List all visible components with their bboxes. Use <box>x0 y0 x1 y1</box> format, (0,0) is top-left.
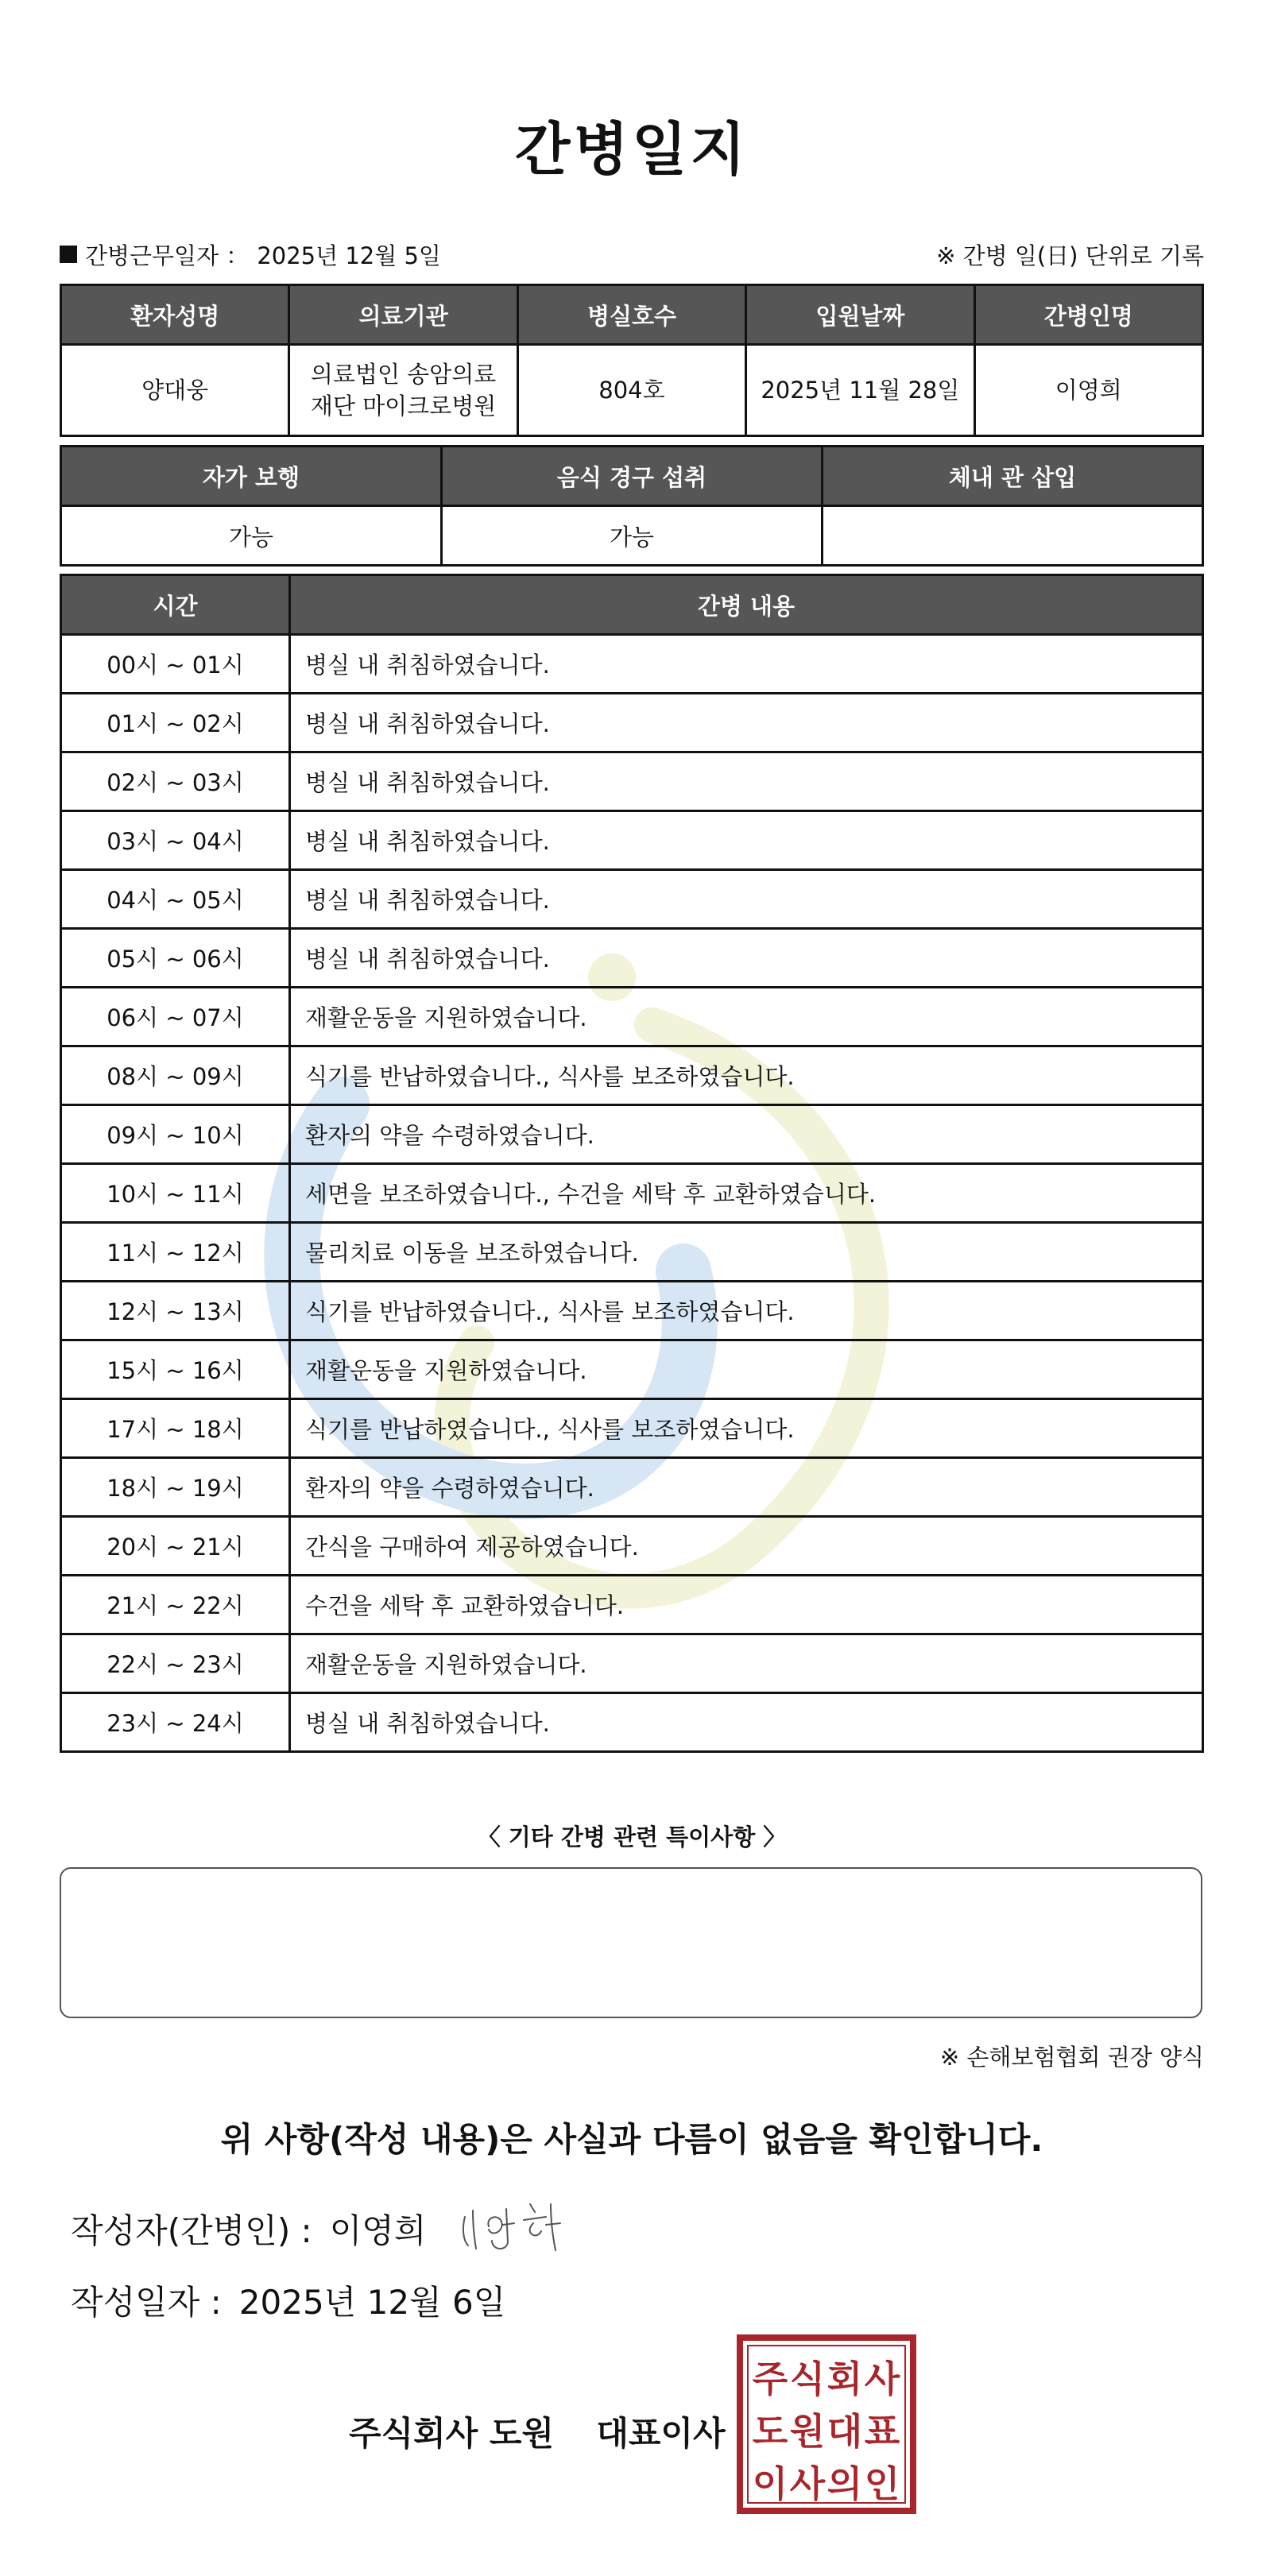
table-row <box>61 345 1203 436</box>
header-self-walking: 자가 보행 <box>61 447 442 506</box>
room-number: 804호 <box>517 345 745 436</box>
table-row <box>61 811 1203 870</box>
hospital-line-1: 의료법인 송암의료 <box>310 361 497 388</box>
company-line <box>349 2408 726 2455</box>
special-notes-title: 〈 기타 간병 관련 특이사항 〉 <box>477 1824 787 1851</box>
log-content: 병실 내 취침하였습니다. <box>290 752 1203 811</box>
log-content: 식기를 반납하였습니다., 식사를 보조하였습니다. <box>290 1046 1203 1105</box>
square-bullet-icon <box>60 246 77 263</box>
table-row <box>61 1517 1203 1576</box>
log-time: 06시 ~ 07시 <box>61 988 290 1046</box>
header-tube-insertion: 체내 관 삽입 <box>823 447 1203 506</box>
table-row <box>61 1105 1203 1164</box>
table-row <box>61 635 1203 694</box>
log-time: 08시 ~ 09시 <box>61 1046 290 1105</box>
header-room: 병실호수 <box>517 285 745 345</box>
table-row <box>61 1399 1203 1458</box>
special-notes-box <box>60 1867 1202 2018</box>
seal-char: 의 <box>826 2462 863 2505</box>
log-time: 23시 ~ 24시 <box>61 1693 290 1752</box>
log-content: 병실 내 취침하였습니다. <box>290 1693 1203 1752</box>
seal-char: 주 <box>752 2357 788 2400</box>
log-content: 환자의 약을 수령하였습니다. <box>290 1458 1203 1517</box>
work-date-label: 간병근무일자 ： <box>85 242 250 269</box>
log-content: 물리치료 이동을 보조하였습니다. <box>290 1223 1203 1282</box>
table-row <box>61 870 1203 929</box>
company-title: 대표이사 <box>596 2414 726 2453</box>
company-seal-stamp <box>737 2334 916 2514</box>
log-time: 22시 ~ 23시 <box>61 1634 290 1693</box>
log-time: 04시 ~ 05시 <box>61 870 290 929</box>
log-content: 수건을 세탁 후 교환하였습니다. <box>290 1576 1203 1634</box>
seal-char: 사 <box>864 2357 900 2400</box>
log-time: 05시 ~ 06시 <box>61 929 290 988</box>
writer-label: 작성자(간병인) : <box>71 2211 312 2250</box>
log-content: 세면을 보조하였습니다., 수건을 세탁 후 교환하였습니다. <box>290 1164 1203 1223</box>
table-row <box>61 1164 1203 1223</box>
self-walking-value: 가능 <box>61 506 442 566</box>
work-date-value: 2025년 12월 5일 <box>257 242 441 269</box>
log-time: 11시 ~ 12시 <box>61 1223 290 1282</box>
log-content: 식기를 반납하였습니다., 식사를 보조하였습니다. <box>290 1399 1203 1458</box>
admission-date: 2025년 11월 28일 <box>746 345 974 436</box>
seal-char: 이 <box>752 2462 788 2505</box>
table-row <box>61 1458 1203 1517</box>
seal-char: 인 <box>864 2462 900 2505</box>
work-date <box>60 238 441 271</box>
log-content: 병실 내 취침하였습니다. <box>290 694 1203 752</box>
table-header-row <box>61 285 1203 345</box>
hospital-name <box>289 345 517 436</box>
seal-char: 표 <box>864 2410 900 2453</box>
seal-char: 대 <box>826 2410 863 2453</box>
care-log-body <box>61 635 1203 1752</box>
table-header-row <box>61 447 1203 506</box>
written-date-value: 2025년 12월 6일 <box>238 2283 506 2322</box>
log-time: 09시 ~ 10시 <box>61 1105 290 1164</box>
table-row <box>61 1576 1203 1634</box>
header-time: 시간 <box>61 575 290 635</box>
seal-char: 도 <box>752 2410 788 2453</box>
header-hospital: 의료기관 <box>289 285 517 345</box>
header-admission-date: 입원날짜 <box>746 285 974 345</box>
log-time: 12시 ~ 13시 <box>61 1282 290 1340</box>
header-caregiver: 간병인명 <box>974 285 1202 345</box>
patient-status-table <box>60 445 1204 567</box>
table-row <box>61 1693 1203 1752</box>
confirmation-statement: 위 사항(작성 내용)은 사실과 다름이 없음을 확인합니다. <box>220 2120 1043 2159</box>
table-row <box>61 1223 1203 1282</box>
written-date-line <box>71 2276 505 2324</box>
log-time: 02시 ~ 03시 <box>61 752 290 811</box>
table-row <box>61 752 1203 811</box>
log-time: 10시 ~ 11시 <box>61 1164 290 1223</box>
record-note: ※ 간병 일(日) 단위로 기록 <box>936 242 1204 269</box>
log-content: 환자의 약을 수령하였습니다. <box>290 1105 1203 1164</box>
log-time: 17시 ~ 18시 <box>61 1399 290 1458</box>
meta-row <box>60 237 1204 272</box>
log-content: 재활운동을 지원하였습니다. <box>290 988 1203 1046</box>
log-time: 20시 ~ 21시 <box>61 1517 290 1576</box>
log-content: 간식을 구매하여 제공하였습니다. <box>290 1517 1203 1576</box>
seal-char: 회 <box>826 2357 863 2400</box>
oral-intake-value: 가능 <box>442 506 823 566</box>
patient-name: 양대웅 <box>61 345 289 436</box>
log-time: 01시 ~ 02시 <box>61 694 290 752</box>
care-log-table <box>60 574 1204 1753</box>
table-header-row <box>61 575 1203 635</box>
writer-line <box>71 2205 426 2253</box>
table-row <box>61 1046 1203 1105</box>
hospital-line-2: 재단 마이크로병원 <box>310 393 497 420</box>
handwritten-signature <box>457 2193 576 2257</box>
header-patient-name: 환자성명 <box>61 285 289 345</box>
header-care-content: 간병 내용 <box>290 575 1203 635</box>
seal-char: 사 <box>789 2462 826 2505</box>
header-oral-intake: 음식 경구 섭취 <box>442 447 823 506</box>
log-time: 21시 ~ 22시 <box>61 1576 290 1634</box>
form-note: ※ 손해보험협회 권장 양식 <box>939 2044 1204 2071</box>
log-content: 병실 내 취침하였습니다. <box>290 870 1203 929</box>
log-content: 식기를 반납하였습니다., 식사를 보조하였습니다. <box>290 1282 1203 1340</box>
table-row <box>61 929 1203 988</box>
log-content: 병실 내 취침하였습니다. <box>290 811 1203 870</box>
seal-char: 원 <box>789 2410 826 2453</box>
log-content: 재활운동을 지원하였습니다. <box>290 1634 1203 1693</box>
table-row <box>61 1282 1203 1340</box>
log-time: 03시 ~ 04시 <box>61 811 290 870</box>
log-time: 15시 ~ 16시 <box>61 1340 290 1399</box>
log-time: 00시 ~ 01시 <box>61 635 290 694</box>
table-row <box>61 1340 1203 1399</box>
company-name: 주식회사 도원 <box>349 2414 555 2453</box>
writer-name: 이영희 <box>329 2211 427 2250</box>
table-row <box>61 1634 1203 1693</box>
caregiver-name: 이영희 <box>974 345 1202 436</box>
tube-insertion-value <box>823 506 1203 566</box>
log-content: 병실 내 취침하였습니다. <box>290 635 1203 694</box>
written-date-label: 작성일자 : <box>71 2283 222 2322</box>
table-row <box>61 694 1203 752</box>
document-title: 간병일지 <box>514 116 749 183</box>
patient-info-table <box>60 284 1204 437</box>
log-time: 18시 ~ 19시 <box>61 1458 290 1517</box>
log-content: 병실 내 취침하였습니다. <box>290 929 1203 988</box>
log-content: 재활운동을 지원하였습니다. <box>290 1340 1203 1399</box>
seal-char: 식 <box>789 2357 826 2400</box>
table-row <box>61 506 1203 566</box>
table-row <box>61 988 1203 1046</box>
